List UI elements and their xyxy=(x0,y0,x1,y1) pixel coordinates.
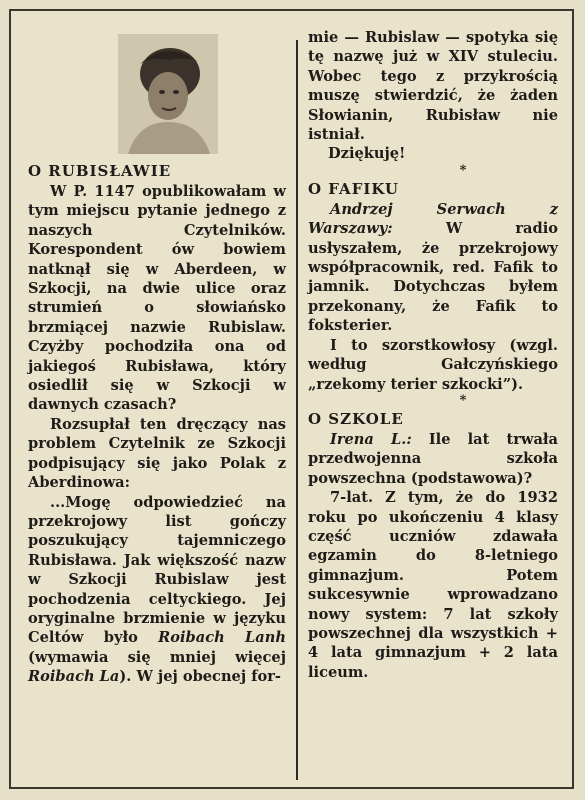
paragraph-fafik-question: Andrzej Serwach z Warszawy: W radio usłyszałem, że przekrojowy współpracownik, red. Fafik to jamnik. Dotychczas byłem przekonany, że Fafik to foksterier. xyxy=(308,200,558,335)
paragraph-continued: mie — Rubislaw — spotyka się tę nazwę już w XIV stuleciu. Wobec tego z przykrością muszę stwierdzić, że żaden Słowianin, Rubisław nie istniał. xyxy=(308,29,558,144)
right-column xyxy=(308,28,558,682)
author-portrait xyxy=(118,34,218,154)
column-divider xyxy=(296,40,298,780)
paragraph-fafik-answer: I to szorstkowłosy (wzgl. według Gałczyńskiego „rzekomy terier szkocki”). xyxy=(308,336,558,393)
paragraph-intro: W P. 1147 opublikowałam w tym miejscu pytanie jednego z naszych Czytelników. Korespondent ów bowiem natknął się w Aberdeen, w Szkocji, na dwie ulice oraz strumień o słowiańsko brzmiącej nazwie Rubislaw. Czyżby pochodziła ona od jakiegoś Rubisława, który osiedlił się w Szkocji w dawnych czasach? xyxy=(28,183,286,414)
paragraph-school-question: Irena L.: Ile lat trwała przedwojenna szkoła powszechna (podstawowa)? xyxy=(308,430,558,487)
thanks-line: Dziękuję! xyxy=(328,145,406,163)
separator-star: * xyxy=(459,162,467,178)
paragraph-school-answer: 7-lat. Z tym, że do 1932 roku po ukończeniu 4 klasy część uczniów zdawała egzamin do 8-letniego gimnazjum. Potem sukcesywnie wprowadzano nowy system: 7 lat szkoły powszechnej dla wszystkich + 4 lata gimnazjum + 2 lata liceum. xyxy=(308,489,558,681)
heading-school: O SZKOLE xyxy=(308,409,404,428)
heading-fafik: O FAFIKU xyxy=(308,179,399,198)
separator-star: * xyxy=(459,392,467,408)
paragraph-reader: Rozsupłał ten dręczący nas problem Czytelnik ze Szkocji podpisujący się jako Polak z Aberdinowa: xyxy=(28,415,286,492)
paragraph-letter: ...Mogę odpowiedzieć na przekrojowy list gończy poszukujący tajemniczego Rubisława. Jak większość nazw w Szkocji Rubislaw jest pochodzenia celtyckiego. Jej oryginalne brzmienie w języku Celtów było Roibach Lanh (wymawia się mniej więcej Roibach La). W jej obecnej for- xyxy=(28,493,286,686)
heading-rubislaw: O RUBISŁAWIE xyxy=(28,162,172,180)
left-column xyxy=(28,160,286,687)
